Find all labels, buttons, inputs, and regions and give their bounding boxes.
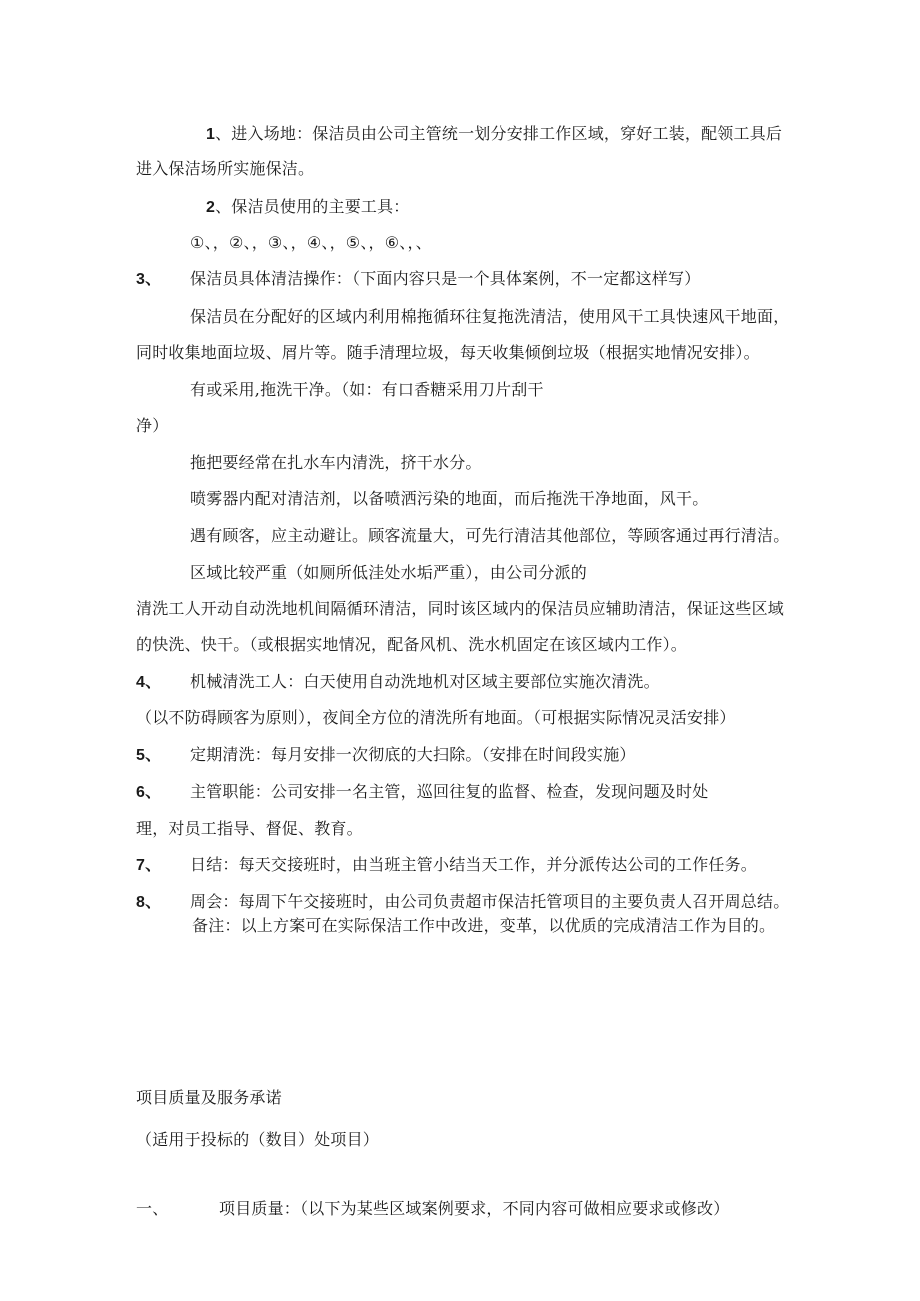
item-1	[206, 124, 782, 145]
item-4-separator: 、	[145, 674, 162, 691]
item-3-number: 3	[136, 271, 146, 288]
item-1-text: 、进入场地：保洁员由公司主管统一划分安排工作区域，穿好工装，配领工具后	[215, 124, 783, 143]
item-3-separator: 、	[145, 271, 162, 288]
item-5-text: 定期清洗：每月安排一次彻底的大扫除。（安排在时间段实施）	[190, 745, 636, 764]
item-4	[136, 672, 161, 693]
tools-line: ①、，②、，③、，④、，⑤、，⑥、，、	[190, 233, 432, 252]
item-2-text: 、保洁员使用的主要工具：	[215, 197, 410, 216]
paragraph-3-6-continuation: 清洗工人开动自动洗地机间隔循环清洁，同时该区域内的保洁员应辅助清洁，保证这些区域	[136, 599, 785, 618]
item-6-text: 主管职能：公司安排一名主管，巡回往复的监督、检查，发现问题及时处	[190, 782, 709, 801]
item-8-separator: 、	[145, 894, 162, 911]
paragraph-3-1: 保洁员在分配好的区域内利用棉拖循环往复拖洗清洁，使用风干工具快速风干地面，	[190, 307, 790, 326]
item-5-separator: 、	[145, 747, 162, 764]
item-5	[136, 745, 161, 766]
item-4-number: 4	[136, 674, 146, 691]
item-3	[136, 269, 161, 290]
paragraph-3-4: 喷雾器内配对清洁剂，以备喷洒污染的地面，而后拖洗干净地面，风干。	[190, 489, 709, 508]
item-8-number: 8	[136, 894, 146, 911]
heading-1-text: 项目质量：（以下为某些区域案例要求，不同内容可做相应要求或修改）	[219, 1199, 730, 1218]
section-title: 项目质量及服务承诺	[136, 1088, 282, 1107]
item-7-text: 日结：每天交接班时，由当班主管小结当天工作，并分派传达公司的工作任务。	[190, 855, 758, 874]
paragraph-3-6-continuation-2: 的快洗、快干。（或根据实地情况，配备风机、洗水机固定在该区域内工作）。	[136, 635, 688, 654]
paragraph-3-6: 区域比较严重（如厕所低洼处水垢严重），由公司分派的	[190, 563, 588, 582]
item-4-continuation: （以不防碍顾客为原则），夜间全方位的清洗所有地面。（可根据实际情况灵活安排）	[136, 708, 736, 727]
item-6	[136, 782, 161, 803]
item-1-continuation: 进入保洁场所实施保洁。	[136, 159, 315, 178]
paragraph-3-2: 有或采用,拖洗干净。（如：有口香糖采用刀片刮干	[190, 380, 544, 399]
item-7-number: 7	[136, 857, 146, 874]
note: 备注：以上方案可在实际保洁工作中改进，变革，以优质的完成清洁工作为目的。	[192, 916, 776, 935]
heading-1-number: 一、	[136, 1199, 169, 1218]
item-3-text: 保洁员具体清洁操作：（下面内容只是一个具体案例，不一定都这样写）	[190, 269, 701, 288]
section-subtitle: （适用于投标的（数目）处项目）	[136, 1130, 380, 1149]
paragraph-3-3: 拖把要经常在扎水车内清洗，挤干水分。	[190, 453, 482, 472]
item-6-separator: 、	[145, 784, 162, 801]
item-6-continuation: 理，对员工指导、督促、教育。	[136, 819, 363, 838]
item-2-number: 2	[206, 199, 216, 216]
item-7-separator: 、	[145, 857, 162, 874]
item-8-text: 周会：每周下午交接班时，由公司负责超市保洁托管项目的主要负责人召开周总结。	[190, 892, 790, 911]
paragraph-3-1-continuation: 同时收集地面垃圾、屑片等。随手清理垃圾，每天收集倾倒垃圾（根据实地情况安排）。	[136, 343, 760, 362]
item-7	[136, 855, 161, 876]
paragraph-3-2-continuation: 净）	[136, 416, 169, 435]
item-8	[136, 892, 161, 913]
item-4-text: 机械清洗工人：白天使用自动洗地机对区域主要部位实施次清洗。	[190, 672, 660, 691]
paragraph-3-5: 遇有顾客，应主动避让。顾客流量大，可先行清洁其他部位，等顾客通过再行清洁。	[190, 526, 790, 545]
item-1-number: 1	[206, 126, 216, 143]
item-2	[206, 197, 410, 218]
item-5-number: 5	[136, 747, 146, 764]
item-6-number: 6	[136, 784, 146, 801]
